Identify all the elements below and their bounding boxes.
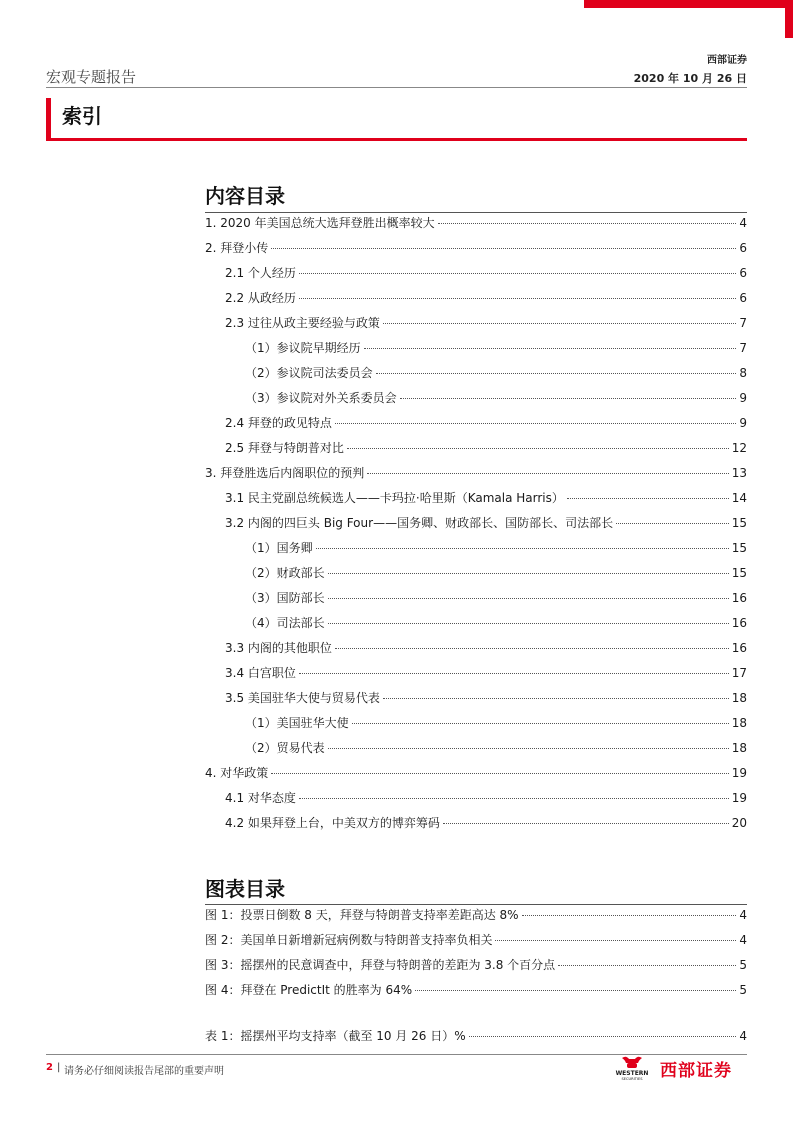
leader-dots [567,498,729,499]
leader-dots [328,573,729,574]
toc-entry-page: 19 [731,791,747,805]
toc-entry-label: 3.5 美国驻华大使与贸易代表 [225,691,380,705]
toc-entry[interactable] [205,714,747,739]
leader-dots [364,348,737,349]
section-divider [46,138,747,141]
toc-entry-page: 19 [731,766,747,780]
figure-entry[interactable] [205,906,747,931]
toc-heading: 内容目录 [205,184,285,208]
figure-entry-page: 4 [739,933,747,947]
leader-dots [328,598,729,599]
toc-entry-label: 3.4 白宫职位 [225,666,296,680]
header-brand: 西部证券 [707,55,747,66]
figure-entry-label: 图 2：美国单日新增新冠病例数与特朗普支持率负相关 [205,933,493,947]
toc-entry-page: 14 [731,491,747,505]
toc-entry[interactable] [205,339,747,364]
toc-entry-page: 18 [731,716,747,730]
figure-entry-page: 4 [739,908,747,922]
toc-entry[interactable] [205,589,747,614]
toc-entry-label: （3）国防部长 [245,591,325,605]
toc-entry-page: 9 [739,416,747,430]
toc-entry-label: 2. 拜登小传 [205,241,269,255]
figure-entry[interactable] [205,931,747,956]
toc-entry-label: 2.1 个人经历 [225,266,296,280]
leader-dots [383,698,729,699]
toc-entry-page: 6 [739,266,747,280]
toc-entry[interactable] [205,314,747,339]
western-securities-logo [608,1055,656,1081]
svg-text:WESTERN: WESTERN [615,1070,649,1077]
toc-entry[interactable] [205,414,747,439]
leader-dots [335,648,729,649]
toc-entry-page: 8 [739,366,747,380]
svg-text:SECURITIES: SECURITIES [621,1077,643,1081]
section-marker [46,98,51,138]
toc-entry[interactable] [205,764,747,789]
toc-entry[interactable] [205,614,747,639]
toc-entry-page: 17 [731,666,747,680]
leader-dots [616,523,729,524]
figure-entry-label: 图 1：投票日倒数 8 天，拜登与特朗普支持率差距高达 8% [205,908,519,922]
header-divider [46,87,747,88]
corner-accent-side [785,0,793,38]
leader-dots [443,823,729,824]
toc-entry[interactable] [205,514,747,539]
toc-entry-page: 15 [731,566,747,580]
toc-entry-label: 1. 2020 年美国总统大选拜登胜出概率较大 [205,216,435,230]
toc-entry[interactable] [205,739,747,764]
leader-dots [415,990,736,991]
table-entry[interactable] [205,1027,747,1052]
section-title: 索引 [62,104,102,128]
report-date: 2020 年 10 月 26 日 [633,72,747,85]
toc-entry-label: 4. 对华政策 [205,766,269,780]
leader-dots [495,940,736,941]
toc-entry-page: 16 [731,616,747,630]
corner-accent-top [584,0,793,8]
toc-entry-page: 16 [731,641,747,655]
toc-entry[interactable] [205,439,747,464]
figure-entry-label: 图 4：拜登在 PredictIt 的胜率为 64% [205,983,413,997]
leader-dots [299,673,729,674]
toc-entry[interactable] [205,564,747,589]
figures-divider [205,904,747,905]
toc-entry[interactable] [205,814,747,839]
toc-entry[interactable] [205,289,747,314]
leader-dots [316,548,729,549]
bull-icon [622,1057,642,1068]
leader-dots [271,248,736,249]
toc-entry-label: （1）美国驻华大使 [245,716,349,730]
leader-dots [328,623,729,624]
toc-entry-page: 16 [731,591,747,605]
toc-entry[interactable] [205,389,747,414]
disclaimer-note: 请务必仔细阅读报告尾部的重要声明 [64,1066,224,1077]
figure-entry-page: 5 [739,958,747,972]
toc-entry-page: 6 [739,291,747,305]
toc-entry-label: 3.1 民主党副总统候选人——卡玛拉·哈里斯（Kamala Harris） [225,491,564,505]
figure-entry-label: 图 3：摇摆州的民意调查中，拜登与特朗普的差距为 3.8 个百分点 [205,958,556,972]
toc-divider [205,212,747,213]
toc-entry-page: 18 [731,741,747,755]
toc-entry-label: （3）参议院对外关系委员会 [245,391,397,405]
report-type: 宏观专题报告 [46,68,137,86]
figure-entry[interactable] [205,981,747,1006]
leader-dots [558,965,736,966]
footer-separator: | [57,1062,61,1073]
leader-dots [352,723,729,724]
toc-entry-label: 4.2 如果拜登上台，中美双方的博弈筹码 [225,816,440,830]
leader-dots [383,323,736,324]
toc-entry[interactable] [205,789,747,814]
toc-entry-label: 2.4 拜登的政见特点 [225,416,332,430]
toc-entry-label: 2.5 拜登与特朗普对比 [225,441,344,455]
toc-entry[interactable] [205,264,747,289]
leader-dots [367,473,728,474]
toc-entry-label: 3.2 内阁的四巨头 Big Four——国务卿、财政部长、国防部长、司法部长 [225,516,614,530]
toc-entry-page: 13 [731,466,747,480]
toc-entry[interactable] [205,214,747,239]
toc-entry[interactable] [205,664,747,689]
leader-dots [299,798,729,799]
footer-brand: 西部证券 [660,1061,732,1081]
leader-dots [400,398,737,399]
leader-dots [328,748,729,749]
leader-dots [299,273,736,274]
toc-entry[interactable] [205,539,747,564]
leader-dots [522,915,737,916]
toc-list [205,214,747,839]
toc-entry[interactable] [205,239,747,264]
toc-entry[interactable] [205,364,747,389]
toc-entry-page: 12 [731,441,747,455]
toc-entry-label: 2.3 过往从政主要经验与政策 [225,316,380,330]
toc-entry-page: 4 [739,216,747,230]
figures-heading: 图表目录 [205,877,285,901]
toc-entry-label: （2）贸易代表 [245,741,325,755]
leader-dots [335,423,736,424]
toc-entry-page: 20 [731,816,747,830]
leader-dots [469,1036,737,1037]
toc-entry-page: 7 [739,341,747,355]
toc-entry-label: （4）司法部长 [245,616,325,630]
leader-dots [347,448,729,449]
toc-entry-label: 3. 拜登胜选后内阁职位的预判 [205,466,365,480]
toc-entry-page: 9 [739,391,747,405]
toc-entry-label: （2）参议院司法委员会 [245,366,373,380]
toc-entry-label: （1）参议院早期经历 [245,341,361,355]
toc-entry-label: 4.1 对华态度 [225,791,296,805]
figure-list [205,906,747,1006]
table-list [205,1027,747,1052]
leader-dots [438,223,737,224]
toc-entry-page: 18 [731,691,747,705]
toc-entry-label: 3.3 内阁的其他职位 [225,641,332,655]
toc-entry[interactable] [205,689,747,714]
toc-entry[interactable] [205,639,747,664]
toc-entry-label: （2）财政部长 [245,566,325,580]
toc-entry-page: 15 [731,541,747,555]
page-number: 2 [46,1062,53,1073]
toc-entry[interactable] [205,464,747,489]
toc-entry-page: 6 [739,241,747,255]
figure-entry-page: 5 [739,983,747,997]
leader-dots [271,773,728,774]
leader-dots [299,298,736,299]
table-entry-label: 表 1：摇摆州平均支持率（截至 10 月 26 日）% [205,1029,466,1043]
leader-dots [376,373,737,374]
toc-entry-page: 7 [739,316,747,330]
figure-entry[interactable] [205,956,747,981]
toc-entry[interactable] [205,489,747,514]
table-entry-page: 4 [739,1029,747,1043]
toc-entry-label: 2.2 从政经历 [225,291,296,305]
toc-entry-page: 15 [731,516,747,530]
toc-entry-label: （1）国务卿 [245,541,313,555]
